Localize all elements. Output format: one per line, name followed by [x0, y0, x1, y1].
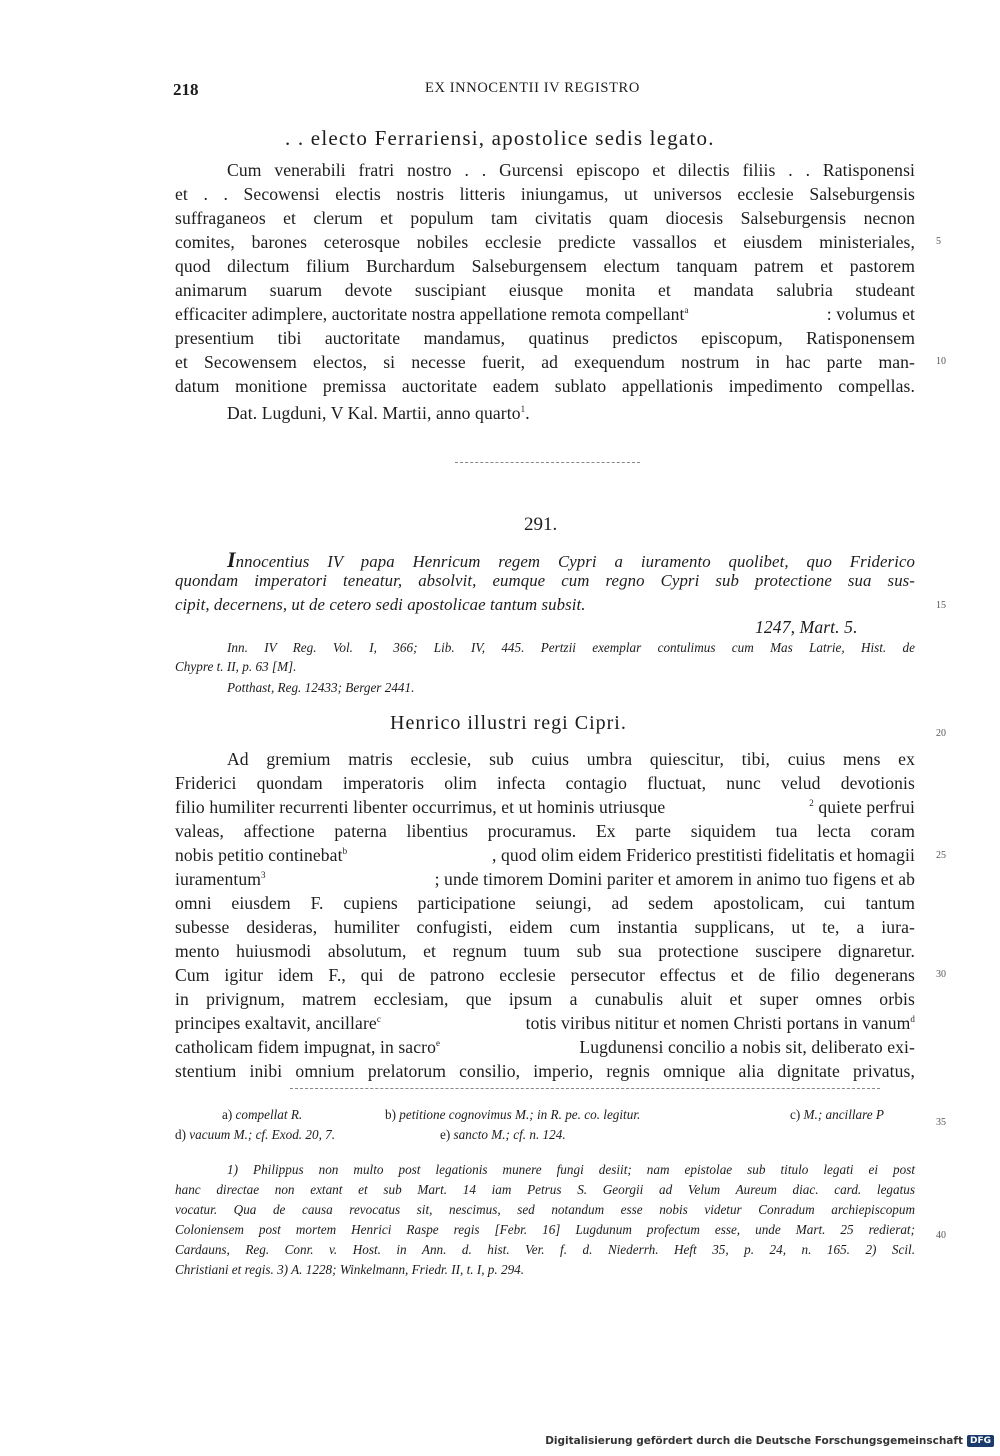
- line-number: 10: [936, 356, 946, 367]
- letter-address: . . electo Ferrariensi, apostolice sedis legato.: [285, 126, 715, 150]
- line-number: 40: [936, 1230, 946, 1241]
- letter-number: 291.: [524, 514, 558, 535]
- line-number: 15: [936, 600, 946, 611]
- text-line: et . . Secowensi electis nostris litteris iniungamus, ut universos ecclesie Salseburgensis: [175, 184, 915, 204]
- summary-line: cipit, decernens, ut de cetero sedi apostolicae tantum subsit.: [175, 595, 586, 614]
- line-number: 25: [936, 850, 946, 861]
- summary-line: quondam imperatori teneatur, absolvit, eumque cum regno Cypri sub protectione sua sus-: [175, 571, 915, 590]
- line-number: 30: [936, 969, 946, 980]
- dating-line: Dat. Lugduni, V Kal. Martii, anno quarto$^1$.: [227, 403, 530, 423]
- drop-initial: I: [227, 547, 236, 572]
- text-line: valeas, affectione paterna libentius procuramus. Ex parte siquidem tua lecta coram: [175, 821, 915, 841]
- source-line: Chypre t. II, p. 63 [M].: [175, 659, 297, 674]
- text-line: principes exaltavit, ancillare$^c$ totis viribus nititur et nomen Christi portans in vanum$^d$: [175, 1013, 915, 1033]
- apparatus-note-b: b) petitione cognovimus M.; in R. pe. co. legitur.: [385, 1107, 641, 1122]
- apparatus-note-a: a) compellat R.: [222, 1107, 303, 1122]
- text-line: filio humiliter recurrenti libenter occurrimus, et ut hominis utriusque $^2$ quiete perfrui: [175, 797, 915, 817]
- text-line: Cum igitur idem F., qui de patrono ecclesie persecutor effectus et de filio degenerans: [175, 965, 915, 985]
- text-line: mento huiusmodi absolutum, et regnum tuum sub sua protectione suscipere dignaretur.: [175, 941, 915, 961]
- running-title: EX INNOCENTII IV REGISTRO: [425, 80, 640, 96]
- footnote-line: Cardauns, Reg. Conr. v. Host. in Ann. d. hist. Ver. f. d. Niederrh. Heft 35, p. 24, n. 165. 2) Scil.: [175, 1242, 915, 1257]
- source-line: Potthast, Reg. 12433; Berger 2441.: [227, 680, 415, 695]
- footer-credit: Digitalisierung gefördert durch die Deutsche Forschungsgemeinschaft DFG: [545, 1435, 994, 1447]
- text-line: comites, barones ceterosque nobiles ecclesie predicte vassallos et eiusdem ministeriales,: [175, 232, 915, 252]
- text-line: stentium inibi omnium prelatorum consilio, imperio, regnis omnique alia dignitate privatus,: [175, 1061, 915, 1081]
- line-number: 35: [936, 1117, 946, 1128]
- text-line: suffraganeos et clerum et populum tam civitatis quam diocesis Salseburgensis necnon: [175, 208, 915, 228]
- dfg-logo-icon: DFG: [967, 1435, 994, 1447]
- section-divider: [455, 462, 640, 463]
- text-line: catholicam fidem impugnat, in sacro$^e$ Lugdunensi concilio a nobis sit, deliberato exi-: [175, 1037, 915, 1057]
- footnote-line: vocatur. Qua de causa revocatus sit, nescimus, sed notandum esse nobis videtur Conradum archiepiscopum: [175, 1202, 915, 1217]
- letter-address: Henrico illustri regi Cipri.: [390, 712, 627, 734]
- text-line: in privignum, matrem ecclesiam, que ipsum a cunabulis aluit et super omnes orbis: [175, 989, 915, 1009]
- apparatus-divider: [290, 1088, 880, 1089]
- text-line: subesse desideras, humiliter confugisti, eidem cum instantia supplicans, ut te, a iura-: [175, 917, 915, 937]
- source-line: Inn. IV Reg. Vol. I, 366; Lib. IV, 445. Pertzii exemplar contulimus cum Mas Latrie, Hist. de: [227, 640, 915, 655]
- apparatus-note-c: c) M.; ancillare P: [790, 1107, 884, 1122]
- text-line: Cum venerabili fratri nostro . . Gurcensi episcopo et dilectis filiis . . Ratisponensi: [227, 160, 915, 180]
- text-line: Friderici quondam imperatoris olim infecta contagio fluctuat, nunc velud devotionis: [175, 773, 915, 793]
- apparatus-note-d: d) vacuum M.; cf. Exod. 20, 7.: [175, 1127, 336, 1142]
- summary-line: Innocentius IV papa Henricum regem Cypri a iuramento quolibet, quo Friderico: [227, 547, 915, 572]
- line-number: 5: [936, 236, 941, 247]
- text-line: omni eiusdem F. cupiens participatione seiungi, ad sedem apostolicam, cui tantum: [175, 893, 915, 913]
- text-line: quod dilectum filium Burchardum Salseburgensem electum tanquam patrem et pastorem: [175, 256, 915, 276]
- text-line: iuramentum$^3$ ; unde timorem Domini pariter et amorem in animo tuo figens et ab: [175, 869, 915, 889]
- text-line: datum monitione premissa auctoritate eadem sublato appellationis impedimento compellas.: [175, 376, 915, 396]
- text-line: presentium tibi auctoritate mandamus, quatinus predictos episcopum, Ratisponensem: [175, 328, 915, 348]
- text-line: efficaciter adimplere, auctoritate nostra appellatione remota compellant$^a$ : volumus et: [175, 304, 915, 324]
- text-line: et Secowensem electos, si necesse fuerit, ad exequendum nostrum in hac parte man-: [175, 352, 915, 372]
- letter-date: 1247, Mart. 5.: [755, 617, 858, 637]
- text-line: animarum suarum devote suscipiant eiusque monita et mandata salubria studeant: [175, 280, 915, 300]
- footnote-line: Coloniensem post mortem Henrici Raspe regis [Febr. 16] Lugdunum profectum esse, unde Mart. 25 redierat;: [175, 1222, 915, 1237]
- text-line: nobis petitio continebat$^b$ , quod olim eidem Friderico prestitisti fidelitatis et homagii: [175, 845, 915, 865]
- text-line: Ad gremium matris ecclesie, sub cuius umbra quiescitur, tibi, cuius mens ex: [227, 749, 915, 769]
- line-number: 20: [936, 728, 946, 739]
- footnote-line: hanc directae non extant et sub Mart. 14 iam Petrus S. Georgii ad Velum Aureum diac. card. legatus: [175, 1182, 915, 1197]
- apparatus-note-e: e) sancto M.; cf. n. 124.: [440, 1127, 566, 1142]
- footnote-line: 1) Philippus non multo post legationis munere fungi desiit; nam epistolae sub titulo legati ei post: [227, 1162, 915, 1177]
- page-number: 218: [173, 80, 199, 99]
- footnote-line: Christiani et regis. 3) A. 1228; Winkelmann, Friedr. II, t. I, p. 294.: [175, 1262, 525, 1277]
